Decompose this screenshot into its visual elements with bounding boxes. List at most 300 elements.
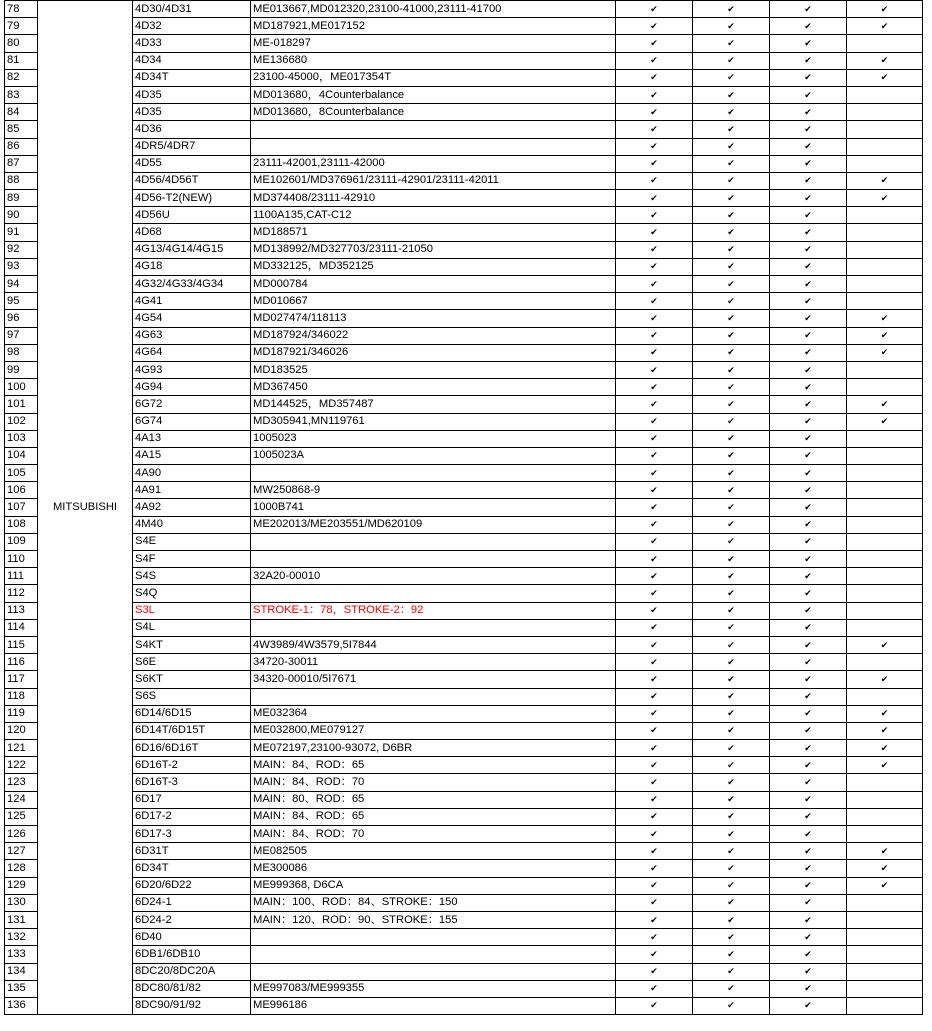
checkmark-icon: ✔ [650, 811, 658, 822]
availability-cell-1 [616, 138, 693, 155]
availability-cell-4 [847, 860, 923, 877]
availability-cell-3 [770, 155, 847, 172]
availability-cell-1 [616, 52, 693, 69]
availability-cell-1 [616, 35, 693, 52]
row-number: 106 [5, 482, 38, 499]
availability-cell-2 [693, 499, 770, 516]
checkmark-icon: ✔ [650, 261, 658, 272]
engine-model: S4Q [133, 585, 251, 602]
table-row [5, 52, 923, 69]
table-row [5, 860, 923, 877]
checkmark-icon: ✔ [804, 278, 812, 289]
checkmark-icon: ✔ [650, 725, 658, 736]
part-number [251, 963, 616, 980]
availability-cell-4 [847, 568, 923, 585]
availability-cell-2 [693, 293, 770, 310]
checkmark-icon: ✔ [804, 622, 812, 633]
checkmark-icon: ✔ [880, 55, 889, 66]
part-number: ME136680 [251, 52, 616, 69]
availability-cell-3 [770, 396, 847, 413]
engine-model: 4D34 [133, 52, 251, 69]
checkmark-icon: ✔ [650, 897, 658, 908]
availability-cell-3 [770, 86, 847, 103]
checkmark-icon: ✔ [650, 450, 658, 461]
part-number: 23111-42001,23111-42000 [251, 155, 616, 172]
availability-cell-3 [770, 35, 847, 52]
checkmark-icon: ✔ [804, 536, 812, 547]
availability-cell-1 [616, 361, 693, 378]
checkmark-icon: ✔ [650, 72, 658, 83]
checkmark-icon: ✔ [804, 931, 812, 942]
table-row [5, 791, 923, 808]
checkmark-icon: ✔ [727, 587, 735, 598]
engine-model: 6D17-2 [133, 808, 251, 825]
checkmark-icon: ✔ [650, 381, 658, 392]
checkmark-icon: ✔ [650, 398, 658, 409]
part-number: 23100-45000，ME017354T [251, 69, 616, 86]
availability-cell-2 [693, 636, 770, 653]
checkmark-icon: ✔ [804, 295, 812, 306]
checkmark-icon: ✔ [804, 708, 812, 719]
row-number: 86 [5, 138, 38, 155]
checkmark-icon: ✔ [650, 467, 658, 478]
row-number: 78 [5, 1, 38, 18]
checkmark-icon: ✔ [727, 862, 735, 873]
engine-model: 6D14T/6D15T [133, 722, 251, 739]
availability-cell-4 [847, 293, 923, 310]
table-row [5, 585, 923, 602]
availability-cell-1 [616, 86, 693, 103]
part-number: MD027474/118113 [251, 310, 616, 327]
availability-cell-4 [847, 774, 923, 791]
table-row [5, 104, 923, 121]
availability-cell-2 [693, 894, 770, 911]
part-number [251, 585, 616, 602]
part-number [251, 946, 616, 963]
availability-cell-4 [847, 138, 923, 155]
checkmark-icon: ✔ [804, 72, 812, 83]
availability-cell-2 [693, 843, 770, 860]
row-number: 132 [5, 929, 38, 946]
checkmark-icon: ✔ [727, 673, 735, 684]
availability-cell-2 [693, 207, 770, 224]
checkmark-icon: ✔ [804, 1000, 812, 1011]
part-number: MD367450 [251, 379, 616, 396]
availability-cell-4 [847, 551, 923, 568]
availability-cell-2 [693, 361, 770, 378]
availability-cell-3 [770, 18, 847, 35]
checkmark-icon: ✔ [650, 673, 658, 684]
availability-cell-2 [693, 774, 770, 791]
availability-cell-3 [770, 602, 847, 619]
part-number: ME300086 [251, 860, 616, 877]
checkmark-icon: ✔ [804, 433, 812, 444]
engine-model: S4L [133, 619, 251, 636]
availability-cell-1 [616, 310, 693, 327]
row-number: 113 [5, 602, 38, 619]
checkmark-icon: ✔ [804, 605, 812, 616]
engine-model: 4A92 [133, 499, 251, 516]
checkmark-icon: ✔ [650, 312, 658, 323]
row-number: 115 [5, 636, 38, 653]
availability-cell-2 [693, 551, 770, 568]
availability-cell-3 [770, 533, 847, 550]
availability-cell-1 [616, 224, 693, 241]
availability-cell-1 [616, 104, 693, 121]
availability-cell-3 [770, 276, 847, 293]
availability-cell-4 [847, 396, 923, 413]
checkmark-icon: ✔ [727, 398, 735, 409]
checkmark-icon: ✔ [727, 622, 735, 633]
checkmark-icon: ✔ [804, 55, 812, 66]
checkmark-icon: ✔ [880, 330, 889, 341]
table-row [5, 757, 923, 774]
row-number: 83 [5, 86, 38, 103]
availability-cell-4 [847, 963, 923, 980]
table-row [5, 465, 923, 482]
checkmark-icon: ✔ [727, 261, 735, 272]
checkmark-icon: ✔ [650, 622, 658, 633]
checkmark-icon: ✔ [727, 312, 735, 323]
engine-model: 6D24-2 [133, 911, 251, 928]
availability-cell-4 [847, 619, 923, 636]
checkmark-icon: ✔ [727, 794, 735, 805]
availability-cell-1 [616, 499, 693, 516]
availability-cell-1 [616, 705, 693, 722]
table-row [5, 155, 923, 172]
availability-cell-1 [616, 18, 693, 35]
row-number: 81 [5, 52, 38, 69]
availability-cell-1 [616, 121, 693, 138]
availability-cell-2 [693, 430, 770, 447]
availability-cell-3 [770, 344, 847, 361]
row-number: 94 [5, 276, 38, 293]
table-row [5, 568, 923, 585]
checkmark-icon: ✔ [727, 828, 735, 839]
availability-cell-2 [693, 722, 770, 739]
checkmark-icon: ✔ [804, 691, 812, 702]
availability-cell-2 [693, 310, 770, 327]
checkmark-icon: ✔ [727, 570, 735, 581]
checkmark-icon: ✔ [727, 811, 735, 822]
checkmark-icon: ✔ [727, 123, 735, 134]
checkmark-icon: ✔ [727, 966, 735, 977]
table-row [5, 894, 923, 911]
availability-cell-2 [693, 379, 770, 396]
engine-model: 4D35 [133, 86, 251, 103]
checkmark-icon: ✔ [880, 673, 889, 684]
table-row [5, 997, 923, 1014]
checkmark-icon: ✔ [880, 3, 889, 14]
availability-cell-3 [770, 877, 847, 894]
table-row [5, 379, 923, 396]
table-row [5, 241, 923, 258]
row-number: 124 [5, 791, 38, 808]
checkmark-icon: ✔ [650, 708, 658, 719]
availability-cell-2 [693, 585, 770, 602]
availability-cell-2 [693, 276, 770, 293]
availability-cell-1 [616, 791, 693, 808]
availability-cell-1 [616, 602, 693, 619]
checkmark-icon: ✔ [880, 845, 889, 856]
availability-cell-3 [770, 69, 847, 86]
availability-cell-3 [770, 172, 847, 189]
table-row [5, 1, 923, 18]
checkmark-icon: ✔ [804, 20, 812, 31]
availability-cell-1 [616, 980, 693, 997]
part-number: MD183525 [251, 361, 616, 378]
availability-cell-2 [693, 826, 770, 843]
table-row [5, 705, 923, 722]
row-number: 108 [5, 516, 38, 533]
engine-model: S3L [133, 602, 251, 619]
availability-cell-4 [847, 791, 923, 808]
engine-model: 6D16T-2 [133, 757, 251, 774]
checkmark-icon: ✔ [727, 347, 735, 358]
checkmark-icon: ✔ [727, 433, 735, 444]
checkmark-icon: ✔ [727, 897, 735, 908]
engine-model: 6D17 [133, 791, 251, 808]
checkmark-icon: ✔ [804, 416, 812, 427]
part-number [251, 121, 616, 138]
engine-model: 4D33 [133, 35, 251, 52]
availability-cell-1 [616, 808, 693, 825]
engine-model: S4S [133, 568, 251, 585]
checkmark-icon: ✔ [650, 330, 658, 341]
checkmark-icon: ✔ [650, 227, 658, 238]
table-row [5, 636, 923, 653]
part-number: MD010667 [251, 293, 616, 310]
checkmark-icon: ✔ [727, 639, 735, 650]
checkmark-icon: ✔ [727, 175, 735, 186]
availability-cell-1 [616, 516, 693, 533]
availability-cell-1 [616, 69, 693, 86]
row-number: 127 [5, 843, 38, 860]
checkmark-icon: ✔ [880, 312, 889, 323]
checkmark-icon: ✔ [804, 330, 812, 341]
availability-cell-4 [847, 465, 923, 482]
engine-model: 8DC20/8DC20A [133, 963, 251, 980]
engine-model: S6E [133, 654, 251, 671]
checkmark-icon: ✔ [804, 553, 812, 564]
engine-model: 4D30/4D31 [133, 1, 251, 18]
availability-cell-1 [616, 894, 693, 911]
availability-cell-1 [616, 619, 693, 636]
availability-cell-3 [770, 757, 847, 774]
part-number: STROKE-1：78，STROKE-2：92 [251, 602, 616, 619]
row-number: 89 [5, 190, 38, 207]
availability-cell-4 [847, 121, 923, 138]
row-number: 118 [5, 688, 38, 705]
checkmark-icon: ✔ [727, 89, 735, 100]
availability-cell-4 [847, 602, 923, 619]
table-row [5, 533, 923, 550]
checkmark-icon: ✔ [727, 553, 735, 564]
checkmark-icon: ✔ [650, 605, 658, 616]
part-number: MAIN：84、ROD：70 [251, 826, 616, 843]
availability-cell-2 [693, 52, 770, 69]
checkmark-icon: ✔ [804, 570, 812, 581]
availability-cell-1 [616, 636, 693, 653]
row-number: 97 [5, 327, 38, 344]
availability-cell-1 [616, 843, 693, 860]
checkmark-icon: ✔ [727, 106, 735, 117]
row-number: 136 [5, 997, 38, 1014]
checkmark-icon: ✔ [727, 691, 735, 702]
availability-cell-4 [847, 740, 923, 757]
part-number: ME032800,ME079127 [251, 722, 616, 739]
checkmark-icon: ✔ [650, 880, 658, 891]
availability-cell-3 [770, 190, 847, 207]
availability-cell-1 [616, 826, 693, 843]
availability-cell-3 [770, 361, 847, 378]
table-row [5, 310, 923, 327]
availability-cell-2 [693, 155, 770, 172]
checkmark-icon: ✔ [804, 880, 812, 891]
row-number: 110 [5, 551, 38, 568]
availability-cell-1 [616, 757, 693, 774]
availability-cell-2 [693, 1, 770, 18]
availability-cell-2 [693, 413, 770, 430]
table-row [5, 224, 923, 241]
table-row [5, 138, 923, 155]
table-row [5, 688, 923, 705]
availability-cell-1 [616, 396, 693, 413]
availability-cell-4 [847, 946, 923, 963]
checkmark-icon: ✔ [804, 450, 812, 461]
row-number: 105 [5, 465, 38, 482]
checkmark-icon: ✔ [804, 777, 812, 788]
part-number: ME102601/MD376961/23111-42901/23111-42011 [251, 172, 616, 189]
availability-cell-3 [770, 551, 847, 568]
checkmark-icon: ✔ [804, 467, 812, 478]
availability-cell-3 [770, 860, 847, 877]
table-row [5, 808, 923, 825]
availability-cell-2 [693, 602, 770, 619]
row-number: 98 [5, 344, 38, 361]
row-number: 133 [5, 946, 38, 963]
checkmark-icon: ✔ [727, 330, 735, 341]
row-number: 87 [5, 155, 38, 172]
part-number: 1005023 [251, 430, 616, 447]
table-row [5, 86, 923, 103]
checkmark-icon: ✔ [650, 1000, 658, 1011]
availability-cell-1 [616, 241, 693, 258]
availability-cell-3 [770, 104, 847, 121]
checkmark-icon: ✔ [804, 742, 812, 753]
checkmark-icon: ✔ [804, 862, 812, 873]
availability-cell-2 [693, 911, 770, 928]
table-row [5, 671, 923, 688]
availability-cell-3 [770, 327, 847, 344]
availability-cell-4 [847, 104, 923, 121]
engine-model: 4A15 [133, 447, 251, 464]
engine-model: 6DB1/6DB10 [133, 946, 251, 963]
availability-cell-2 [693, 69, 770, 86]
part-number: ME072197,23100-93072, D6BR [251, 740, 616, 757]
availability-cell-4 [847, 722, 923, 739]
part-number: ME202013/ME203551/MD620109 [251, 516, 616, 533]
row-number: 117 [5, 671, 38, 688]
table-row [5, 18, 923, 35]
availability-cell-3 [770, 929, 847, 946]
parts-table [4, 0, 923, 1015]
checkmark-icon: ✔ [727, 37, 735, 48]
checkmark-icon: ✔ [727, 3, 735, 14]
table-row [5, 361, 923, 378]
engine-model: 6G74 [133, 413, 251, 430]
availability-cell-3 [770, 465, 847, 482]
availability-cell-4 [847, 447, 923, 464]
part-number: ME032364 [251, 705, 616, 722]
checkmark-icon: ✔ [880, 862, 889, 873]
availability-cell-3 [770, 52, 847, 69]
engine-model: 6D31T [133, 843, 251, 860]
checkmark-icon: ✔ [804, 158, 812, 169]
availability-cell-4 [847, 688, 923, 705]
engine-model: 6D16T-3 [133, 774, 251, 791]
table-row [5, 207, 923, 224]
checkmark-icon: ✔ [880, 347, 889, 358]
part-number: MD332125，MD352125 [251, 258, 616, 275]
row-number: 102 [5, 413, 38, 430]
availability-cell-1 [616, 344, 693, 361]
engine-model: 4G54 [133, 310, 251, 327]
checkmark-icon: ✔ [804, 106, 812, 117]
availability-cell-1 [616, 877, 693, 894]
part-number: MAIN：84、ROD：65 [251, 808, 616, 825]
availability-cell-4 [847, 207, 923, 224]
checkmark-icon: ✔ [650, 433, 658, 444]
checkmark-icon: ✔ [650, 244, 658, 255]
checkmark-icon: ✔ [804, 37, 812, 48]
availability-cell-4 [847, 516, 923, 533]
availability-cell-3 [770, 826, 847, 843]
availability-cell-2 [693, 447, 770, 464]
engine-model: 4G32/4G33/4G34 [133, 276, 251, 293]
table-row [5, 929, 923, 946]
availability-cell-1 [616, 155, 693, 172]
table-row [5, 327, 923, 344]
table-row [5, 551, 923, 568]
table-row [5, 843, 923, 860]
checkmark-icon: ✔ [804, 519, 812, 530]
part-number: ME082505 [251, 843, 616, 860]
availability-cell-2 [693, 654, 770, 671]
checkmark-icon: ✔ [650, 416, 658, 427]
checkmark-icon: ✔ [727, 158, 735, 169]
checkmark-icon: ✔ [804, 673, 812, 684]
availability-cell-3 [770, 430, 847, 447]
checkmark-icon: ✔ [727, 725, 735, 736]
row-number: 114 [5, 619, 38, 636]
part-number: MD374408/23111-42910 [251, 190, 616, 207]
availability-cell-2 [693, 172, 770, 189]
checkmark-icon: ✔ [727, 880, 735, 891]
checkmark-icon: ✔ [650, 192, 658, 203]
table-row [5, 516, 923, 533]
table-row [5, 35, 923, 52]
availability-cell-3 [770, 894, 847, 911]
availability-cell-2 [693, 104, 770, 121]
checkmark-icon: ✔ [650, 209, 658, 220]
row-number: 130 [5, 894, 38, 911]
checkmark-icon: ✔ [727, 484, 735, 495]
availability-cell-2 [693, 808, 770, 825]
checkmark-icon: ✔ [727, 742, 735, 753]
part-number: ME996186 [251, 997, 616, 1014]
availability-cell-4 [847, 877, 923, 894]
